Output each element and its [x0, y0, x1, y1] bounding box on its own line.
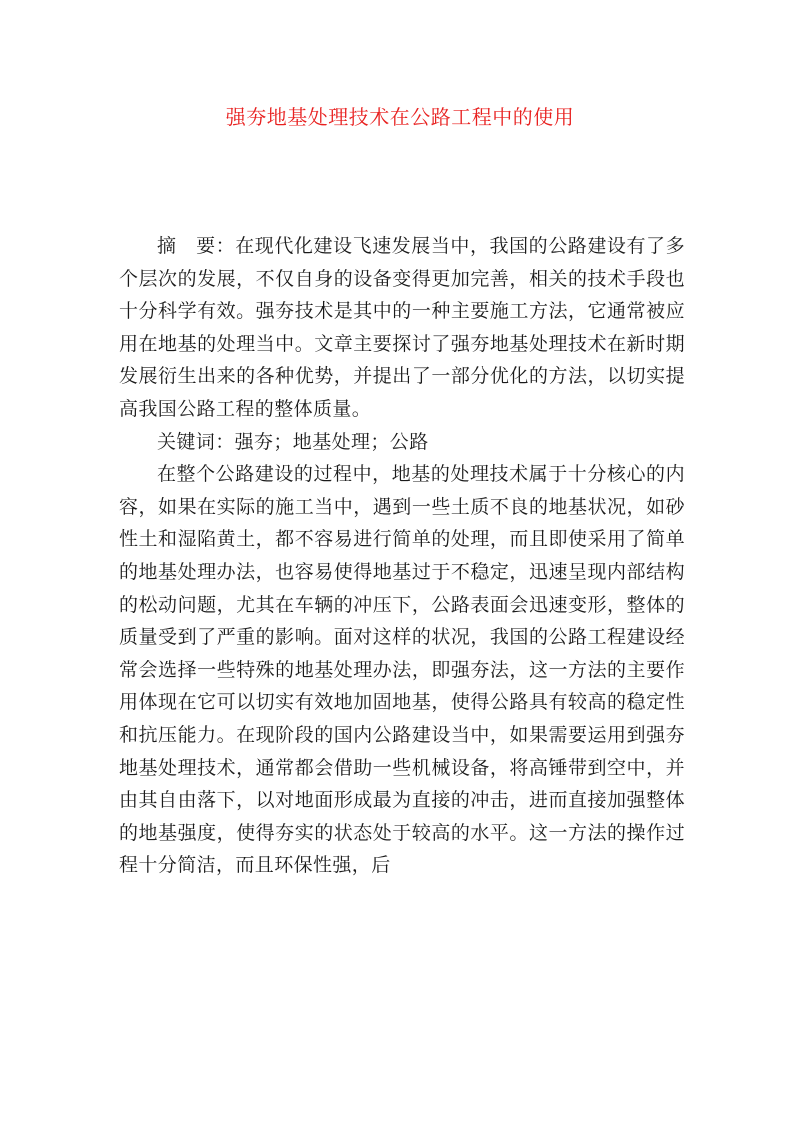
document-body — [119, 230, 685, 882]
keywords-label: 关键词： — [157, 430, 235, 453]
abstract-text: 在现代化建设飞速发展当中，我国的公路建设有了多个层次的发展，不仅自身的设备变得更加完善，相关的技术手段也十分科学有效。强夯技术是其中的一种主要施工方法，它通常被应用在地基的处理当中。文章主要探讨了强夯地基处理技术在新时期发展衍生出来的各种优势，并提出了一部分优化的方法，以切实提高我国公路工程的整体质量。 — [119, 235, 685, 420]
abstract-label: 摘 要： — [157, 235, 236, 257]
keywords-text: 强夯；地基处理；公路 — [234, 430, 429, 453]
abstract-paragraph — [119, 230, 685, 426]
body-paragraph: 在整个公路建设的过程中，地基的处理技术属于十分核心的内容，如果在实际的施工当中，遇到一些土质不良的地基状况，如砂性土和湿陷黄土，都不容易进行简单的处理，而且即使采用了简单的地基处理办法，也容易使得地基过于不稳定，迅速呈现内部结构的松动问题，尤其在车辆的冲压下，公路表面会迅速变形，整体的质量受到了严重的影响。面对这样的状况，我国的公路工程建设经常会选择一些特殊的地基处理办法，即强夯法，这一方法的主要作用体现在它可以切实有效地加固地基，使得公路具有较高的稳定性和抗压能力。在现阶段的国内公路建设当中，如果需要运用到强夯地基处理技术，通常都会借助一些机械设备，将高锤带到空中，并由其自由落下，以对地面形成最为直接的冲击，进而直接加强整体的地基强度，使得夯实的状态处于较高的水平。这一方法的操作过程十分简洁，而且环保性强，后 — [119, 463, 685, 877]
document-title: 强夯地基处理技术在公路工程中的使用 — [225, 105, 575, 129]
keywords-paragraph — [119, 426, 685, 459]
